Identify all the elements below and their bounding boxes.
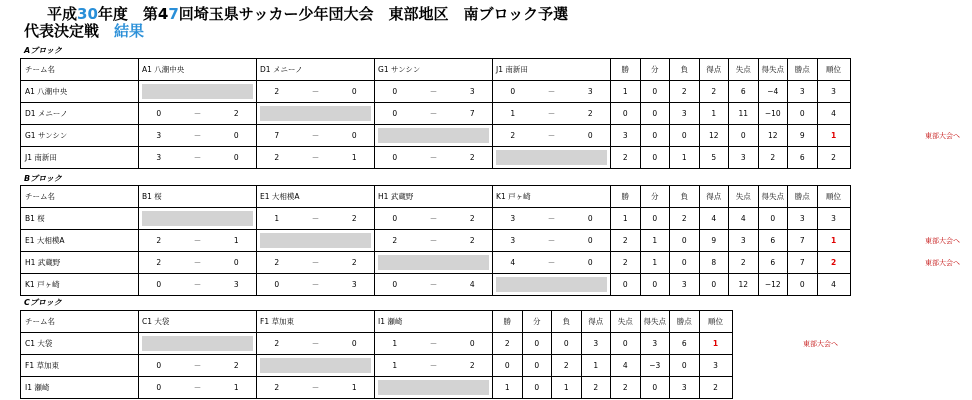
results-table [20, 185, 851, 296]
goals-against: 1 [217, 377, 257, 399]
stat-cell: 11 [729, 103, 759, 125]
goals-for: 2 [257, 81, 297, 103]
stat-cell: 2 [611, 230, 641, 252]
stat-header: 失点 [611, 311, 641, 333]
stat-cell: 5 [699, 147, 729, 169]
self-match-cell [257, 230, 375, 252]
stat-cell: 0 [670, 125, 700, 147]
goals-for: 1 [375, 333, 415, 355]
goals-against: 1 [335, 377, 375, 399]
rank-cell: 3 [817, 208, 850, 230]
goals-for: 2 [375, 230, 415, 252]
gray-fill [260, 106, 371, 121]
stat-cell: 0 [611, 274, 641, 296]
result-label: 結果 [114, 22, 145, 40]
team-name: F1 草加東 [21, 355, 139, 377]
self-match-cell [375, 377, 493, 399]
team-name: E1 大相模A [21, 230, 139, 252]
score-dash: － [179, 125, 217, 147]
score-dash: － [415, 103, 453, 125]
goals-for: 2 [139, 230, 179, 252]
score-dash: － [297, 147, 335, 169]
stat-cell: 12 [699, 125, 729, 147]
gray-fill [378, 255, 489, 270]
self-match-cell [493, 147, 611, 169]
team-name-header: チーム名 [21, 59, 139, 81]
stat-cell: 0 [522, 333, 552, 355]
stat-cell: 1 [640, 230, 670, 252]
goals-for: 3 [493, 230, 533, 252]
score-dash: － [415, 81, 453, 103]
self-match-cell [375, 125, 493, 147]
rank-cell: 1 [699, 333, 732, 355]
team-name: J1 南新田 [21, 147, 139, 169]
score-dash: － [297, 333, 335, 355]
goals-against: 2 [335, 208, 375, 230]
stat-header: 分 [640, 186, 670, 208]
score-dash: － [297, 377, 335, 399]
stat-header: 得失点 [640, 311, 670, 333]
rank-cell: 3 [699, 355, 732, 377]
team-name-header: チーム名 [21, 186, 139, 208]
stat-cell: −3 [640, 355, 670, 377]
stat-cell: 0 [640, 208, 670, 230]
self-match-cell [257, 355, 375, 377]
score-dash: － [415, 208, 453, 230]
stat-cell: 6 [758, 252, 788, 274]
team-row [21, 274, 851, 296]
results-table [20, 58, 851, 169]
stat-header: 負 [552, 311, 582, 333]
stat-cell: 3 [670, 274, 700, 296]
goals-against: 0 [571, 230, 611, 252]
stat-cell: 2 [611, 147, 641, 169]
self-match-cell [493, 274, 611, 296]
stat-cell: −10 [758, 103, 788, 125]
stat-cell: 0 [670, 355, 700, 377]
opponent-header: D1 メニーノ [257, 59, 375, 81]
stat-cell: 8 [699, 252, 729, 274]
stat-cell: 12 [729, 274, 759, 296]
team-row [21, 81, 851, 103]
stat-header: 得点 [699, 59, 729, 81]
header-row [21, 186, 851, 208]
score-dash: － [533, 81, 571, 103]
stat-cell: 2 [670, 208, 700, 230]
goals-for: 4 [493, 252, 533, 274]
stat-cell: 3 [581, 333, 611, 355]
goals-against: 2 [453, 208, 493, 230]
block-label: Aブロック [24, 46, 63, 55]
goals-against: 0 [217, 252, 257, 274]
stat-cell: 2 [729, 252, 759, 274]
opponent-header: H1 武蔵野 [375, 186, 493, 208]
stat-cell: 0 [522, 355, 552, 377]
stat-header: 順位 [817, 186, 850, 208]
stat-cell: 0 [522, 377, 552, 399]
stat-cell: 3 [611, 125, 641, 147]
stat-cell: 0 [670, 252, 700, 274]
self-match-cell [139, 81, 257, 103]
score-dash: － [297, 125, 335, 147]
stat-cell: 2 [611, 377, 641, 399]
stat-cell: 0 [640, 125, 670, 147]
team-name-header: チーム名 [21, 311, 139, 333]
stat-cell: 3 [729, 147, 759, 169]
team-row [21, 355, 733, 377]
advance-note: 東部大会へ [803, 340, 838, 348]
goals-against: 4 [453, 274, 493, 296]
stat-cell: 2 [758, 147, 788, 169]
opponent-header: F1 草加東 [257, 311, 375, 333]
goals-against: 0 [335, 333, 375, 355]
gray-fill [496, 150, 607, 165]
goals-for: 0 [257, 274, 297, 296]
team-name: H1 武蔵野 [21, 252, 139, 274]
goals-for: 1 [493, 103, 533, 125]
stat-cell: 4 [699, 208, 729, 230]
goals-against: 2 [453, 355, 493, 377]
goals-for: 2 [493, 125, 533, 147]
stat-cell: 2 [699, 81, 729, 103]
goals-against: 0 [335, 125, 375, 147]
stat-cell: 7 [788, 252, 818, 274]
goals-against: 2 [217, 355, 257, 377]
stat-cell: 0 [640, 274, 670, 296]
stat-cell: 3 [670, 377, 700, 399]
stat-cell: 2 [611, 252, 641, 274]
self-match-cell [375, 252, 493, 274]
stat-cell: 6 [729, 81, 759, 103]
goals-for: 0 [375, 103, 415, 125]
goals-against: 1 [217, 230, 257, 252]
stat-cell: 2 [493, 333, 523, 355]
goals-against: 3 [217, 274, 257, 296]
stat-cell: 0 [729, 125, 759, 147]
stat-cell: 3 [670, 103, 700, 125]
goals-for: 2 [139, 252, 179, 274]
goals-for: 0 [139, 377, 179, 399]
stat-cell: 0 [640, 103, 670, 125]
block-label: Cブロック [24, 298, 62, 307]
stat-cell: 1 [670, 147, 700, 169]
team-name: D1 メニーノ [21, 103, 139, 125]
stat-cell: 6 [670, 333, 700, 355]
team-row [21, 377, 733, 399]
gray-fill [378, 128, 489, 143]
stat-header: 勝点 [670, 311, 700, 333]
goals-against: 2 [453, 230, 493, 252]
stat-cell: 3 [788, 208, 818, 230]
goals-against: 2 [571, 103, 611, 125]
stat-cell: 1 [581, 355, 611, 377]
stat-header: 分 [640, 59, 670, 81]
stat-cell: 0 [788, 274, 818, 296]
stat-cell: 1 [640, 252, 670, 274]
stat-cell: 0 [640, 147, 670, 169]
stat-header: 得点 [581, 311, 611, 333]
team-row [21, 125, 851, 147]
goals-against: 2 [453, 147, 493, 169]
goals-for: 2 [257, 147, 297, 169]
goals-for: 0 [375, 274, 415, 296]
stat-header: 勝 [611, 186, 641, 208]
opponent-header: I1 瀬崎 [375, 311, 493, 333]
stat-cell: 7 [788, 230, 818, 252]
stat-cell: 1 [611, 81, 641, 103]
gray-fill [496, 277, 607, 292]
score-dash: － [297, 252, 335, 274]
score-dash: － [179, 230, 217, 252]
stat-cell: 1 [611, 208, 641, 230]
stat-cell: 2 [670, 81, 700, 103]
stat-cell: 0 [788, 103, 818, 125]
score-dash: － [179, 103, 217, 125]
score-dash: － [297, 81, 335, 103]
self-match-cell [139, 333, 257, 355]
score-dash: － [415, 355, 453, 377]
goals-for: 2 [257, 377, 297, 399]
stat-cell: 3 [640, 333, 670, 355]
goals-for: 0 [139, 355, 179, 377]
score-dash: － [179, 147, 217, 169]
gray-fill [260, 233, 371, 248]
team-name: G1 サンシン [21, 125, 139, 147]
stat-cell: 0 [611, 333, 641, 355]
stat-header: 順位 [699, 311, 732, 333]
goals-for: 0 [139, 103, 179, 125]
score-dash: － [179, 377, 217, 399]
stat-header: 失点 [729, 59, 759, 81]
stat-cell: 9 [699, 230, 729, 252]
team-name: I1 瀬崎 [21, 377, 139, 399]
team-name: A1 八潮中央 [21, 81, 139, 103]
score-dash: － [415, 147, 453, 169]
team-row [21, 147, 851, 169]
rank-cell: 2 [699, 377, 732, 399]
goals-for: 1 [375, 355, 415, 377]
rank-cell: 4 [817, 103, 850, 125]
opponent-header: A1 八潮中央 [139, 59, 257, 81]
stat-cell: 0 [640, 377, 670, 399]
score-dash: － [533, 252, 571, 274]
stat-header: 勝点 [788, 186, 818, 208]
score-dash: － [297, 274, 335, 296]
goals-for: 0 [139, 274, 179, 296]
rank-cell: 3 [817, 81, 850, 103]
score-dash: － [533, 230, 571, 252]
stat-header: 得失点 [758, 59, 788, 81]
opponent-header: K1 戸ヶ崎 [493, 186, 611, 208]
stat-header: 勝点 [788, 59, 818, 81]
stat-cell: 3 [788, 81, 818, 103]
goals-for: 7 [257, 125, 297, 147]
stat-header: 勝 [493, 311, 523, 333]
goals-for: 0 [375, 147, 415, 169]
team-name: C1 大袋 [21, 333, 139, 355]
score-dash: － [297, 208, 335, 230]
advance-note: 東部大会へ [925, 237, 960, 245]
results-table [20, 310, 733, 399]
stat-cell: 4 [729, 208, 759, 230]
stat-header: 負 [670, 59, 700, 81]
goals-against: 2 [335, 252, 375, 274]
score-dash: － [179, 274, 217, 296]
goals-for: 0 [375, 81, 415, 103]
page-subtitle: 代表決定戦 結果 [24, 22, 145, 40]
stat-cell: 0 [493, 355, 523, 377]
gray-fill [142, 336, 253, 351]
rank-cell: 2 [817, 147, 850, 169]
score-dash: － [415, 230, 453, 252]
score-dash: － [415, 333, 453, 355]
stat-cell: 2 [581, 377, 611, 399]
goals-for: 3 [493, 208, 533, 230]
goals-against: 0 [453, 333, 493, 355]
stat-header: 得点 [699, 186, 729, 208]
rank-cell: 1 [817, 230, 850, 252]
opponent-header: E1 大相模A [257, 186, 375, 208]
header-row [21, 311, 733, 333]
goals-for: 2 [257, 333, 297, 355]
team-row [21, 230, 851, 252]
stat-cell: 0 [758, 208, 788, 230]
goals-against: 0 [571, 208, 611, 230]
opponent-header: J1 南新田 [493, 59, 611, 81]
gray-fill [260, 358, 371, 373]
stat-cell: 12 [758, 125, 788, 147]
goals-for: 3 [139, 125, 179, 147]
stat-cell: 0 [552, 333, 582, 355]
stat-header: 分 [522, 311, 552, 333]
stat-header: 失点 [729, 186, 759, 208]
stat-header: 得失点 [758, 186, 788, 208]
goals-for: 3 [139, 147, 179, 169]
team-row [21, 103, 851, 125]
stat-cell: 1 [552, 377, 582, 399]
gray-fill [142, 84, 253, 99]
score-dash: － [415, 274, 453, 296]
stat-cell: 6 [758, 230, 788, 252]
score-dash: － [533, 208, 571, 230]
score-dash: － [179, 355, 217, 377]
stat-cell: 2 [552, 355, 582, 377]
score-dash: － [533, 125, 571, 147]
stat-cell: 1 [493, 377, 523, 399]
stat-cell: 6 [788, 147, 818, 169]
team-row [21, 208, 851, 230]
goals-against: 0 [571, 125, 611, 147]
rank-cell: 1 [817, 125, 850, 147]
score-dash: － [179, 252, 217, 274]
stat-header: 勝 [611, 59, 641, 81]
stat-cell: 0 [670, 230, 700, 252]
team-row [21, 252, 851, 274]
rank-cell: 4 [817, 274, 850, 296]
advance-note: 東部大会へ [925, 259, 960, 267]
stat-cell: −4 [758, 81, 788, 103]
header-row [21, 59, 851, 81]
stat-cell: 9 [788, 125, 818, 147]
advance-note: 東部大会へ [925, 132, 960, 140]
stat-header: 負 [670, 186, 700, 208]
stat-cell: 1 [699, 103, 729, 125]
gray-fill [378, 380, 489, 395]
stat-header: 順位 [817, 59, 850, 81]
opponent-header: C1 大袋 [139, 311, 257, 333]
self-match-cell [139, 208, 257, 230]
goals-against: 0 [571, 252, 611, 274]
score-dash: － [533, 103, 571, 125]
opponent-header: B1 桜 [139, 186, 257, 208]
page-title: 平成30年度 第47回埼玉県サッカー少年団大会 東部地区 南ブロック予選 [47, 5, 569, 23]
team-name: B1 桜 [21, 208, 139, 230]
team-row [21, 333, 733, 355]
goals-for: 2 [257, 252, 297, 274]
goals-against: 0 [217, 147, 257, 169]
stat-cell: 0 [640, 81, 670, 103]
goals-against: 1 [335, 147, 375, 169]
stat-cell: 4 [611, 355, 641, 377]
self-match-cell [257, 103, 375, 125]
goals-against: 3 [335, 274, 375, 296]
goals-against: 3 [571, 81, 611, 103]
stat-cell: 0 [699, 274, 729, 296]
goals-against: 7 [453, 103, 493, 125]
goals-against: 3 [453, 81, 493, 103]
opponent-header: G1 サンシン [375, 59, 493, 81]
rank-cell: 2 [817, 252, 850, 274]
goals-against: 0 [335, 81, 375, 103]
block-label: Bブロック [24, 174, 62, 183]
goals-for: 0 [375, 208, 415, 230]
goals-for: 1 [257, 208, 297, 230]
stat-cell: 0 [611, 103, 641, 125]
team-name: K1 戸ヶ崎 [21, 274, 139, 296]
goals-against: 0 [217, 125, 257, 147]
stat-cell: −12 [758, 274, 788, 296]
goals-against: 2 [217, 103, 257, 125]
goals-for: 0 [493, 81, 533, 103]
stat-cell: 3 [729, 230, 759, 252]
gray-fill [142, 211, 253, 226]
